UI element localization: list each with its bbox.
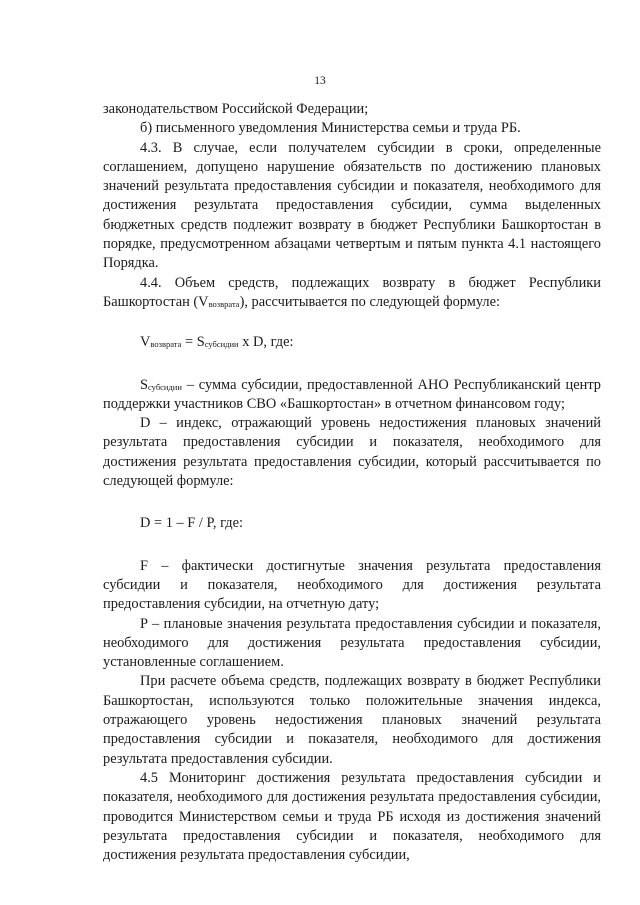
formula-1-v: V	[140, 334, 151, 351]
paragraph-4-5: 4.5 Мониторинг достижения результата предоставления субсидии и показателя, необходимого для достижения результата предоставления субсидии, проводится Министерством семьи и труда РБ исходя из достижения значений результата предоставления субсидии и показателя, необходимого для достижения результата предоставления субсидии,	[103, 769, 601, 864]
definition-p: P – плановые значения результата предоставления субсидии и показателя, необходимого для достижения результата предоставления субсидии, установленные соглашением.	[103, 615, 601, 671]
definition-s	[103, 376, 601, 415]
formula-1-v-sub: возврата	[150, 339, 182, 350]
paragraph-4-3: 4.3. В случае, если получателем субсидии в сроки, определенные соглашением, допущено нарушение обязательств по достижению плановых значений результата предоставления субсидии и показателя, необходимого для достижения результата предоставления субсидии, сумма выделенных бюджетных средств подлежит возврату в бюджет Республики Башкортостан в порядке, предусмотренном абзацами четвертым и пятым пункта 4.1 настоящего Порядка.	[103, 139, 601, 272]
definition-s-text: – сумма субсидии, предоставленной АНО Республиканский центр поддержки участников СВО «Башкортостан» в отчетном финансовом году;	[103, 376, 601, 412]
formula-return-volume	[103, 333, 601, 352]
definition-s-sub: субсидии	[148, 381, 182, 392]
document-body	[103, 100, 601, 865]
paragraph-4-4-text-a: 4.4. Объем средств, подлежащих возврату в бюджет Республики Башкортостан (V	[103, 274, 601, 310]
definition-d: D – индекс, отражающий уровень недостижения плановых значений результата предоставления субсидии и показателя, необходимого для достижения результата предоставления субсидии, который рассчитывается по следующей формуле:	[103, 415, 601, 490]
definition-f: F – фактически достигнутые значения результата предоставления субсидии и показателя, необходимого для достижения результата предоставления субсидии, на отчетную дату;	[103, 557, 601, 613]
paragraph-4-4-text-b: ), рассчитывается по следующей формуле:	[239, 293, 500, 310]
formula-1-s-sub: субсидии	[204, 339, 239, 350]
definition-s-symbol: S	[140, 376, 149, 393]
paragraph-legislation: законодательством Российской Федерации;	[103, 101, 369, 117]
formula-index-d: D = 1 – F / P, где:	[140, 515, 243, 532]
formula-1-eq: = S	[181, 334, 205, 351]
paragraph-4-4-sub: возврата	[208, 298, 240, 309]
paragraph-notice-b: б) письменного уведомления Министерства семьи и труда РБ.	[140, 120, 521, 137]
paragraph-4-4	[103, 274, 601, 313]
paragraph-calculation-note: При расчете объема средств, подлежащих возврату в бюджет Республики Башкортостан, используются только положительные значения индекса, отражающего уровень недостижения плановых значений результата предоставления субсидии и показателя, необходимого для достижения результата предоставления субсидии.	[103, 673, 601, 767]
formula-1-rest: x D, где:	[238, 334, 294, 351]
page-number: 13	[314, 75, 326, 87]
